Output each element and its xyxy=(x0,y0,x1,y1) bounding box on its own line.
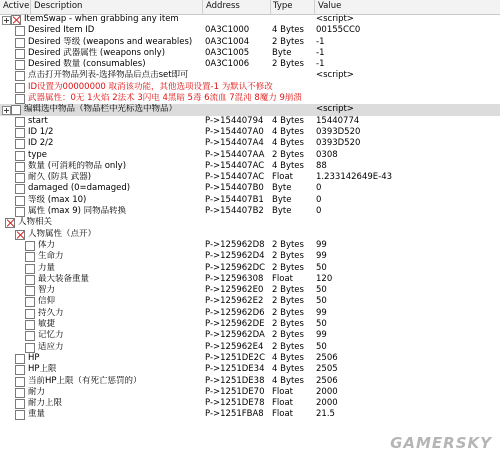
row-address: P->1251DE38 xyxy=(205,375,265,386)
row-address: P->1251DE70 xyxy=(205,386,265,397)
active-checkbox[interactable] xyxy=(25,320,35,330)
active-checkbox[interactable] xyxy=(15,139,25,149)
column-header-address[interactable]: Address xyxy=(206,1,240,11)
table-row[interactable] xyxy=(0,59,500,70)
row-value: 2000 xyxy=(316,398,338,409)
active-checkbox[interactable] xyxy=(15,151,25,161)
row-address: P->125962E2 xyxy=(205,296,264,307)
row-description: ID设置为00000000 取消该功能，其他选项设置-1 为默认不修改 xyxy=(28,81,273,92)
row-description: ID 1/2 xyxy=(28,126,54,137)
table-row[interactable] xyxy=(0,161,500,172)
row-description: damaged (0=damaged) xyxy=(28,183,131,194)
table-row[interactable] xyxy=(0,93,500,104)
active-checkbox[interactable] xyxy=(15,83,25,93)
active-checkbox[interactable] xyxy=(15,207,25,217)
row-description: 耐力 xyxy=(28,386,46,397)
row-address: P->125962D4 xyxy=(205,251,265,262)
table-row[interactable] xyxy=(0,229,500,240)
cheat-table-list xyxy=(0,14,500,421)
column-divider[interactable] xyxy=(202,0,203,14)
row-address: P->125962DC xyxy=(205,262,266,273)
row-value: 50 xyxy=(316,285,327,296)
row-address: 0A3C1006 xyxy=(205,59,250,70)
row-description: 最大装备重量 xyxy=(38,273,90,284)
row-description: 耐久 (防具 武器) xyxy=(28,172,92,183)
row-value: 0308 xyxy=(316,149,338,160)
row-description: 生命力 xyxy=(38,251,64,262)
row-value: 21.5 xyxy=(316,409,335,420)
row-address: P->12596308 xyxy=(205,273,264,284)
row-type: 4 Bytes xyxy=(272,375,304,386)
row-description: 武器属性：0无 1火焰 2法术 3闪电 4黑暗 5毒 6流血 7混沌 8魔力 9崩溃 xyxy=(28,93,302,104)
row-address: P->125962E0 xyxy=(205,285,264,296)
row-type: 2 Bytes xyxy=(272,341,304,352)
row-description: 敏捷 xyxy=(38,319,56,330)
row-type: 4 Bytes xyxy=(272,126,304,137)
row-type: 2 Bytes xyxy=(272,307,304,318)
row-type: Float xyxy=(272,386,293,397)
row-type: 2 Bytes xyxy=(272,251,304,262)
table-row[interactable] xyxy=(0,409,500,420)
row-description: 属性 (max 9) 同物品转换 xyxy=(28,206,127,217)
column-header-active[interactable]: Active xyxy=(3,1,30,11)
row-value: <script> xyxy=(316,14,354,24)
row-value: 99 xyxy=(316,330,327,341)
table-row[interactable] xyxy=(0,150,500,161)
row-description: Desired 数量 (consumables) xyxy=(28,59,146,70)
row-value: 50 xyxy=(316,319,327,330)
row-type: 2 Bytes xyxy=(272,262,304,273)
row-address: P->154407AA xyxy=(205,149,265,160)
column-header-description[interactable]: Description xyxy=(34,1,83,11)
table-row[interactable] xyxy=(0,376,500,387)
row-value: 2506 xyxy=(316,375,338,386)
column-divider[interactable] xyxy=(314,0,315,14)
row-value: 0393D520 xyxy=(316,138,361,149)
row-value: 99 xyxy=(316,307,327,318)
row-value: 0 xyxy=(316,183,322,194)
table-row[interactable] xyxy=(0,263,500,274)
row-address: P->1251DE2C xyxy=(205,352,266,363)
row-type: 4 Bytes xyxy=(272,138,304,149)
expand-toggle-icon[interactable] xyxy=(2,106,11,115)
row-type: Byte xyxy=(272,194,292,205)
row-value: 2505 xyxy=(316,364,338,375)
row-type: 2 Bytes xyxy=(272,285,304,296)
table-row[interactable] xyxy=(0,330,500,341)
active-checkbox[interactable] xyxy=(15,354,25,364)
row-type: Float xyxy=(272,398,293,409)
active-checkbox[interactable] xyxy=(25,275,35,285)
row-description: type xyxy=(28,149,47,160)
active-checkbox[interactable] xyxy=(15,377,25,387)
table-row[interactable] xyxy=(0,364,500,375)
table-row[interactable] xyxy=(0,82,500,93)
row-type: 4 Bytes xyxy=(272,160,304,171)
active-checkbox[interactable] xyxy=(11,105,21,115)
active-checkbox[interactable] xyxy=(15,399,25,409)
table-row[interactable] xyxy=(0,319,500,330)
active-checkbox[interactable] xyxy=(15,162,25,172)
table-row[interactable] xyxy=(0,48,500,59)
active-checkbox[interactable] xyxy=(15,128,25,138)
row-type: 4 Bytes xyxy=(272,352,304,363)
row-address: P->154407A4 xyxy=(205,138,264,149)
active-checkbox[interactable] xyxy=(15,388,25,398)
row-value: 88 xyxy=(316,160,327,171)
active-checkbox[interactable] xyxy=(15,49,25,59)
active-checkbox[interactable] xyxy=(25,241,35,251)
row-type: Float xyxy=(272,172,293,183)
row-description: 当前HP上限（有死亡惩罚的） xyxy=(28,375,142,386)
row-type: Float xyxy=(272,273,293,284)
row-address: P->154407B0 xyxy=(205,183,264,194)
row-description: 点击打开物品列表-选择物品后点击set即可 xyxy=(28,70,189,81)
row-type: 2 Bytes xyxy=(272,296,304,307)
active-checkbox[interactable] xyxy=(15,410,25,420)
table-row[interactable] xyxy=(0,14,500,25)
row-type: Float xyxy=(272,409,293,420)
row-value: -1 xyxy=(316,36,325,47)
active-checkbox[interactable] xyxy=(15,184,25,194)
row-type: 2 Bytes xyxy=(272,149,304,160)
row-description: Desired 武器属性 (weapons only) xyxy=(28,47,166,58)
row-address: P->125962DA xyxy=(205,330,265,341)
table-row[interactable] xyxy=(0,240,500,251)
row-value: -1 xyxy=(316,59,325,70)
row-value: 99 xyxy=(316,251,327,262)
row-value: 50 xyxy=(316,341,327,352)
active-checkbox[interactable] xyxy=(15,173,25,183)
row-address: P->154407AC xyxy=(205,172,265,183)
table-row[interactable] xyxy=(0,183,500,194)
row-address: P->154407B1 xyxy=(205,194,264,205)
row-type: 2 Bytes xyxy=(272,59,304,70)
row-address: P->15440794 xyxy=(205,115,264,126)
row-value: <script> xyxy=(316,104,354,115)
active-checkbox[interactable] xyxy=(25,252,35,262)
row-type: Byte xyxy=(272,47,292,58)
row-value: 1.233142649E-43 xyxy=(316,172,393,183)
table-row[interactable] xyxy=(0,342,500,353)
row-value: 120 xyxy=(316,273,333,284)
row-description: ItemSwap - when grabbing any item xyxy=(24,14,179,24)
row-description: HP上限 xyxy=(28,364,57,375)
row-type: 2 Bytes xyxy=(272,36,304,47)
column-divider[interactable] xyxy=(30,0,31,14)
row-value: 0 xyxy=(316,206,322,217)
table-row[interactable] xyxy=(0,116,500,127)
row-type: Byte xyxy=(272,206,292,217)
table-row[interactable] xyxy=(0,308,500,319)
active-checkbox[interactable] xyxy=(15,60,25,70)
row-value: 2506 xyxy=(316,352,338,363)
active-checkbox[interactable] xyxy=(15,365,25,375)
table-row[interactable] xyxy=(0,206,500,217)
row-description: 持久力 xyxy=(38,307,64,318)
column-header-value[interactable]: Value xyxy=(318,1,342,11)
table-row[interactable] xyxy=(0,296,500,307)
row-description: 人物相关 xyxy=(18,217,53,228)
column-divider[interactable] xyxy=(270,0,271,14)
row-value: 50 xyxy=(316,296,327,307)
table-row[interactable] xyxy=(0,387,500,398)
row-type: 4 Bytes xyxy=(272,364,304,375)
row-type: 2 Bytes xyxy=(272,330,304,341)
active-checkbox[interactable] xyxy=(25,297,35,307)
active-checkbox[interactable] xyxy=(25,309,35,319)
row-description: 数量 (可消耗的物品 only) xyxy=(28,160,127,171)
row-value: 99 xyxy=(316,239,327,250)
row-description: 智力 xyxy=(38,285,56,296)
row-address: P->125962D8 xyxy=(205,239,265,250)
row-address: P->125962E4 xyxy=(205,341,264,352)
row-address: P->125962DE xyxy=(205,319,265,330)
table-row[interactable] xyxy=(0,70,500,81)
row-description: 适应力 xyxy=(38,341,64,352)
row-description: ID 2/2 xyxy=(28,138,54,149)
row-type: 4 Bytes xyxy=(272,115,304,126)
row-description: 信仰 xyxy=(38,296,56,307)
row-description: 重量 xyxy=(28,409,46,420)
row-value: <script> xyxy=(316,70,354,81)
row-address: P->154407A0 xyxy=(205,126,264,137)
table-row[interactable] xyxy=(0,353,500,364)
active-checkbox[interactable] xyxy=(15,117,25,127)
table-row[interactable] xyxy=(0,217,500,228)
row-address: P->154407B2 xyxy=(205,206,264,217)
active-checkbox[interactable] xyxy=(11,15,21,25)
row-description: Desired 等级 (weapons and wearables) xyxy=(28,36,193,47)
active-checkbox[interactable] xyxy=(15,38,25,48)
active-checkbox[interactable] xyxy=(15,71,25,81)
table-row[interactable] xyxy=(0,25,500,36)
row-address: P->125962D6 xyxy=(205,307,265,318)
row-address: P->1251DE34 xyxy=(205,364,265,375)
row-value: 2000 xyxy=(316,386,338,397)
row-address: P->154407AC xyxy=(205,160,265,171)
row-value: 0 xyxy=(316,194,322,205)
table-row[interactable] xyxy=(0,195,500,206)
table-row[interactable] xyxy=(0,251,500,262)
row-description: 等级 (max 10) xyxy=(28,194,87,205)
table-row[interactable] xyxy=(0,138,500,149)
watermark-logo: GAMERSKY xyxy=(390,434,492,452)
table-row[interactable] xyxy=(0,398,500,409)
row-address: 0A3C1000 xyxy=(205,25,250,36)
row-description: 记忆力 xyxy=(38,330,64,341)
row-type: 2 Bytes xyxy=(272,239,304,250)
row-address: P->1251FBA8 xyxy=(205,409,264,420)
row-description: start xyxy=(28,115,48,126)
row-address: 0A3C1005 xyxy=(205,47,250,58)
table-row[interactable] xyxy=(0,285,500,296)
row-description: 体力 xyxy=(38,239,56,250)
active-checkbox[interactable] xyxy=(15,26,25,36)
row-address: P->1251DE78 xyxy=(205,398,265,409)
table-row[interactable] xyxy=(0,37,500,48)
row-description: 力量 xyxy=(38,262,56,273)
active-checkbox[interactable] xyxy=(5,218,15,228)
row-value: 0393D520 xyxy=(316,126,361,137)
row-address: 0A3C1004 xyxy=(205,36,250,47)
table-row[interactable] xyxy=(0,104,500,115)
active-checkbox[interactable] xyxy=(25,286,35,296)
table-header xyxy=(0,0,500,15)
row-value: -1 xyxy=(316,47,325,58)
column-header-type[interactable]: Type xyxy=(273,1,293,11)
row-value: 00155CC0 xyxy=(316,25,361,36)
row-description: Desired Item ID xyxy=(28,25,95,36)
row-description: 编辑选中物品（物品栏中光标选中物品） xyxy=(24,104,178,115)
active-checkbox[interactable] xyxy=(15,230,25,240)
active-checkbox[interactable] xyxy=(25,331,35,341)
table-row[interactable] xyxy=(0,172,500,183)
row-type: Byte xyxy=(272,183,292,194)
row-type: 4 Bytes xyxy=(272,25,304,36)
active-checkbox[interactable] xyxy=(15,196,25,206)
row-description: HP xyxy=(28,352,40,363)
row-description: 耐力上限 xyxy=(28,398,63,409)
row-value: 15440774 xyxy=(316,115,360,126)
active-checkbox[interactable] xyxy=(25,264,35,274)
expand-toggle-icon[interactable] xyxy=(2,16,11,25)
table-row[interactable] xyxy=(0,127,500,138)
row-type: 2 Bytes xyxy=(272,319,304,330)
row-value: 50 xyxy=(316,262,327,273)
row-description: 人物属性（点开） xyxy=(28,228,97,239)
table-row[interactable] xyxy=(0,274,500,285)
active-checkbox[interactable] xyxy=(25,343,35,353)
active-checkbox[interactable] xyxy=(15,94,25,104)
